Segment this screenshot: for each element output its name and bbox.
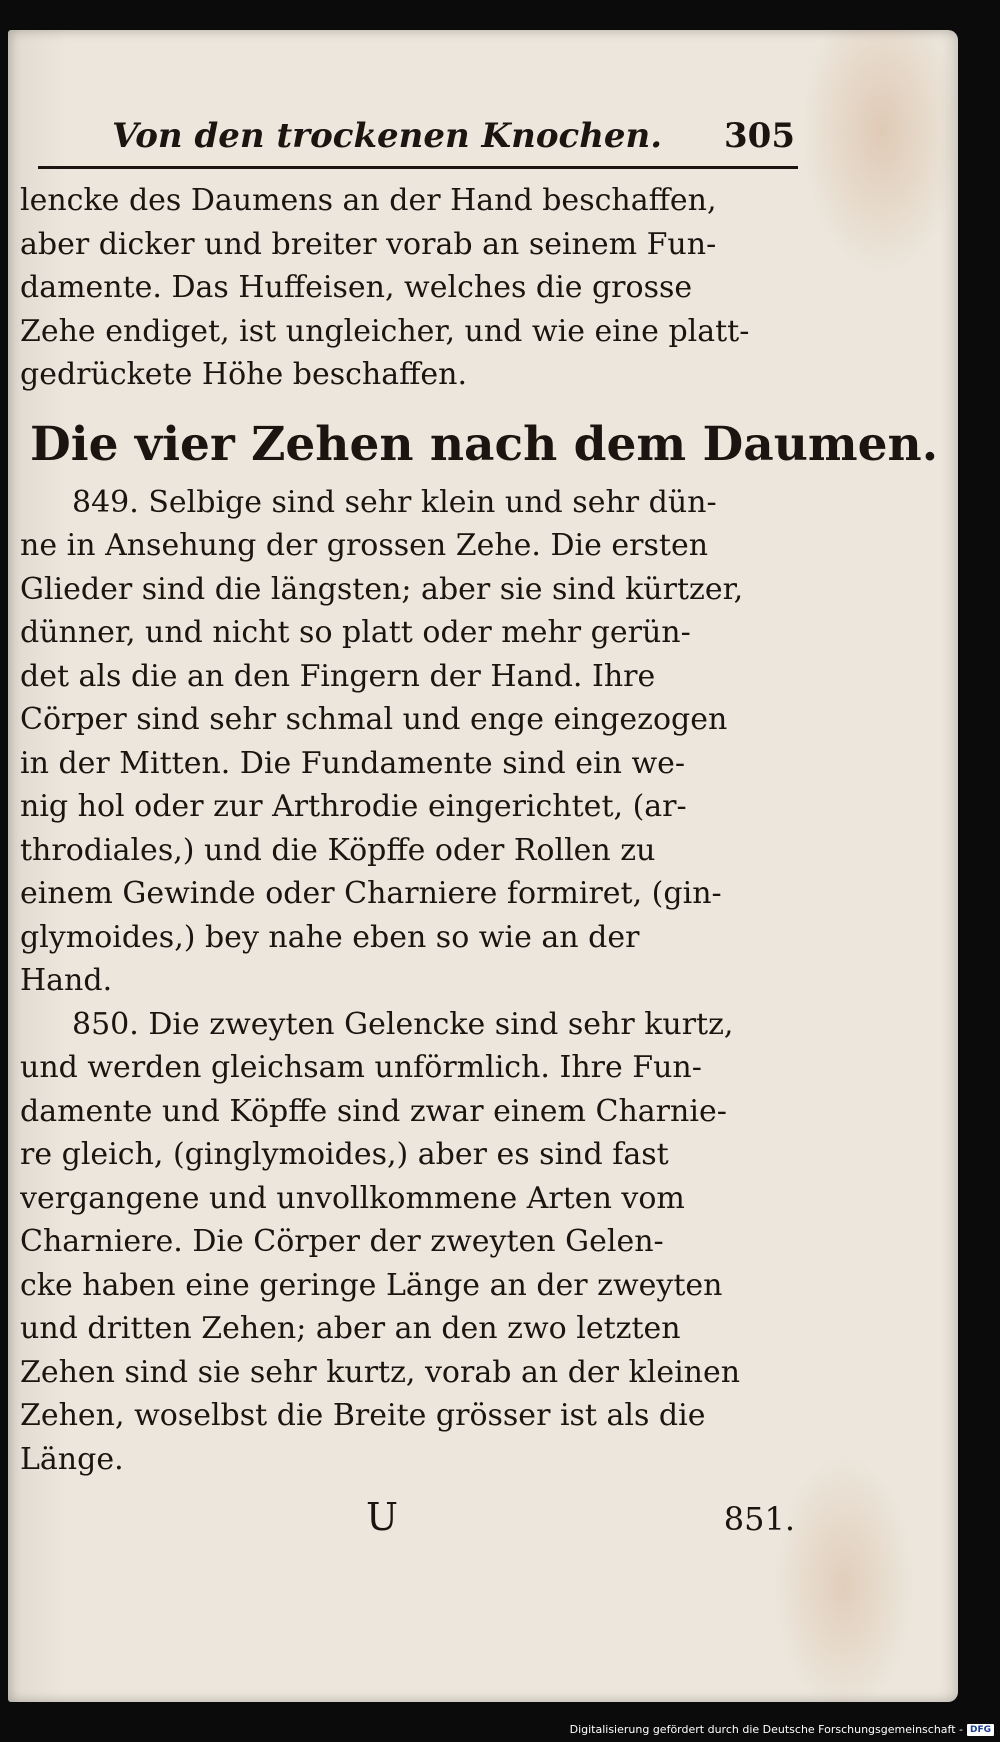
catchword: 851. [723, 1500, 795, 1538]
text-line: Glieder sind die längsten; aber sie sind kürtzer, [20, 571, 744, 607]
dfg-logo: DFG [967, 1724, 994, 1736]
text-line: Zehen sind sie sehr kurtz, vorab an der kleinen [20, 1354, 741, 1390]
text-line: damente und Köpffe sind zwar einem Charnie- [20, 1093, 727, 1129]
text-line: det als die an den Fingern der Hand. Ihre [20, 658, 656, 694]
text-line: dünner, und nicht so platt oder mehr gerün- [20, 615, 691, 650]
paragraph-850 [20, 1003, 795, 1482]
paragraph-number: 850. [72, 1006, 139, 1042]
text-line: Cörper sind sehr schmal und enge eingezogen [20, 702, 728, 737]
signature-mark: U [366, 1495, 399, 1539]
text-line: cke haben eine geringe Länge an der zweyten [20, 1267, 723, 1303]
header-rule [38, 166, 798, 169]
text-line: ne in Ansehung der grossen Zehe. Die ersten [20, 528, 709, 563]
paragraph-number: 849. [72, 484, 139, 520]
text-line: Zehen, woselbst die Breite grösser ist als die [20, 1398, 706, 1433]
running-head [20, 116, 795, 162]
text-line: in der Mitten. Die Fundamente sind ein we- [20, 745, 686, 781]
section-heading: Die vier Zehen nach dem Daumen. [30, 416, 939, 472]
intro-text [20, 179, 795, 397]
page-content [20, 116, 939, 1539]
text-line: Charniere. Die Cörper der zweyten Gelen- [20, 1224, 664, 1259]
text-line: aber dicker und breiter vorab an seinem Fun- [20, 226, 717, 262]
text-line: Länge. [20, 1441, 124, 1477]
text-line [20, 481, 795, 525]
text-line: throdiales,) und die Köpffe oder Rollen zu [20, 832, 656, 868]
line-text: Selbige sind sehr klein und sehr dün- [148, 484, 717, 520]
text-line: lencke des Daumens an der Hand beschaffen, [20, 183, 717, 218]
credit-bar [570, 1723, 994, 1736]
text-line: re gleich, (ginglymoides,) aber es sind fast [20, 1137, 669, 1172]
text-line: vergangene und unvollkommene Arten vom [20, 1180, 685, 1216]
text-line: einem Gewinde oder Charniere formiret, (gin- [20, 876, 722, 911]
text-line: glymoides,) bey nahe eben so wie an der [20, 919, 640, 955]
text-line: und dritten Zehen; aber an den zwo letzten [20, 1311, 681, 1346]
text-line: gedrückete Höhe beschaffen. [20, 357, 468, 392]
page-footer [20, 1495, 795, 1539]
text-line: nig hol oder zur Arthrodie eingerichtet, (ar- [20, 789, 687, 824]
page-number: 305 [724, 116, 795, 156]
paragraph-849 [20, 481, 795, 1003]
book-page [8, 30, 958, 1702]
line-text: Die zweyten Gelencke sind sehr kurtz, [148, 1006, 734, 1042]
credit-text: Digitalisierung gefördert durch die Deutsche Forschungsgemeinschaft - [569, 1723, 963, 1736]
text-line: Zehe endiget, ist ungleicher, und wie eine platt- [20, 313, 750, 349]
text-line [20, 1003, 795, 1047]
running-title: Von den trockenen Knochen. [112, 116, 663, 156]
text-line: und werden gleichsam unförmlich. Ihre Fun- [20, 1050, 702, 1085]
text-line: damente. Das Huffeisen, welches die grosse [20, 270, 693, 305]
text-line: Hand. [20, 963, 113, 998]
